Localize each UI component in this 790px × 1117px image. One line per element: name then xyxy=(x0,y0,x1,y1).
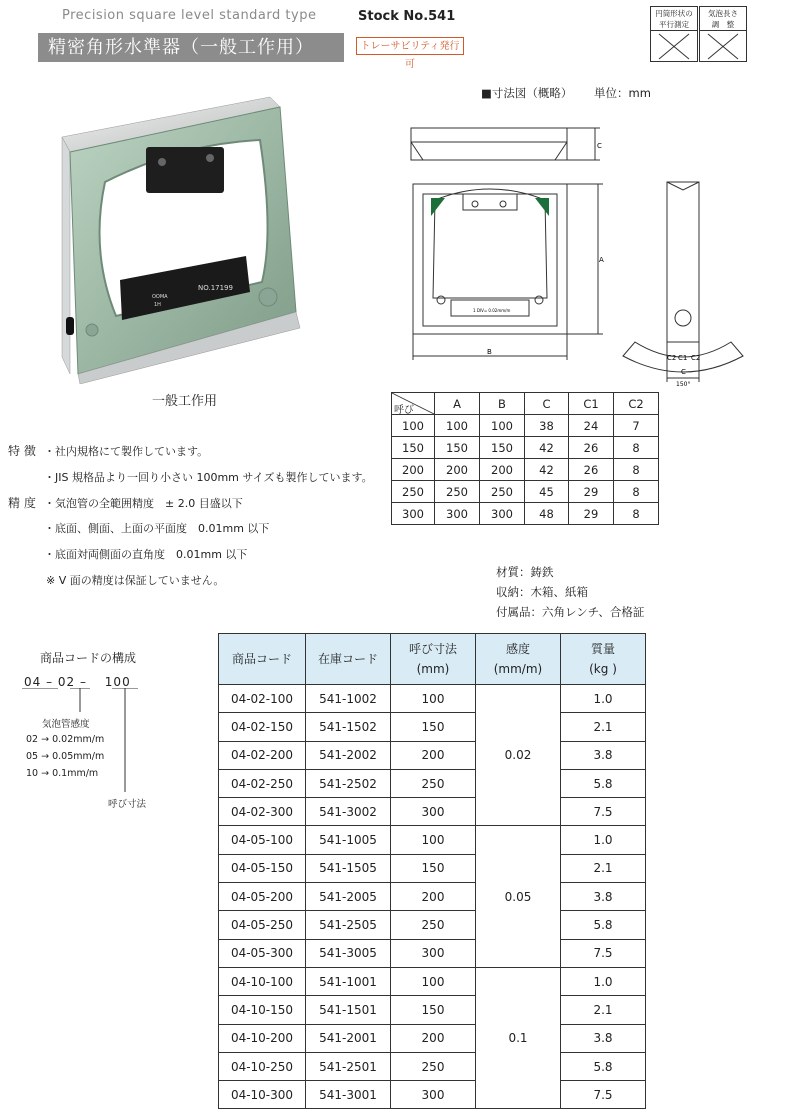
dim-value-cell: 300 xyxy=(480,503,525,525)
size-cell: 200 xyxy=(391,1024,476,1052)
size-cell: 100 xyxy=(391,967,476,995)
col-header-text: 在庫コード xyxy=(317,652,378,666)
dim-value-cell: 200 xyxy=(480,459,525,481)
vial-text: 1 DIV= 0.02mm/m xyxy=(473,308,511,313)
dim-size-cell: 150 xyxy=(392,437,435,459)
check-label-line1: 円筒形状の xyxy=(655,9,693,18)
dimension-table xyxy=(391,392,659,525)
dim-value-cell: 26 xyxy=(569,459,614,481)
dim-value-cell: 29 xyxy=(569,481,614,503)
table-row xyxy=(219,967,646,995)
table-row xyxy=(219,911,646,939)
size-cell: 300 xyxy=(391,1081,476,1109)
dim-value-cell: 38 xyxy=(525,415,569,437)
stock-code-cell: 541-1502 xyxy=(306,713,391,741)
size-cell: 300 xyxy=(391,798,476,826)
dim-value-cell: 26 xyxy=(569,437,614,459)
storage: 収納：木箱、紙箱 xyxy=(496,585,588,599)
dim-header: B xyxy=(480,393,525,415)
dimension-drawing xyxy=(405,120,750,388)
col-header-text: (kg ) xyxy=(589,662,617,676)
check-label-line1: 気泡長さ xyxy=(708,9,738,18)
check-label-line2: 平行測定 xyxy=(659,20,689,29)
dim-value-cell: 24 xyxy=(569,415,614,437)
cross-mark-icon xyxy=(700,31,746,61)
stock-code-cell: 541-3001 xyxy=(306,1081,391,1109)
material: 材質：鋳鉄 xyxy=(496,565,554,579)
code-example: 04 – 02 – 100 xyxy=(24,675,131,689)
size-cell: 200 xyxy=(391,741,476,769)
sensitivity-label: 気泡管感度 xyxy=(42,719,90,730)
size-cell: 200 xyxy=(391,883,476,911)
col-header-stock xyxy=(306,634,391,685)
accuracy-line: ・底面、側面、上面の平面度 0.01mm 以下 xyxy=(44,522,270,535)
dim-table-row xyxy=(392,415,659,437)
dim-size-cell: 200 xyxy=(392,459,435,481)
size-cell: 150 xyxy=(391,713,476,741)
note: ※ V 面の精度は保証していません。 xyxy=(46,574,225,587)
col-header-text: 感度 xyxy=(505,642,530,656)
mass-cell: 3.8 xyxy=(561,741,646,769)
dim-label-a: A xyxy=(599,256,604,264)
dim-table-row xyxy=(392,437,659,459)
mass-cell: 5.8 xyxy=(561,769,646,797)
page-title: 精密角形水準器（一般工作用） xyxy=(38,33,344,62)
dim-value-cell: 45 xyxy=(525,481,569,503)
dim-label-c2-right: C2 xyxy=(691,354,701,362)
dim-value-cell: 42 xyxy=(525,437,569,459)
table-row xyxy=(219,996,646,1024)
dim-header: C1 xyxy=(569,393,614,415)
feature-line: ・社内規格にて製作しています。 xyxy=(44,445,209,458)
mass-cell: 5.8 xyxy=(561,911,646,939)
subtitle: Precision square level standard type xyxy=(62,8,317,23)
stock-code-cell: 541-3002 xyxy=(306,798,391,826)
table-row xyxy=(219,1052,646,1080)
sensitivity-cell: 0.1 xyxy=(476,967,561,1108)
sensitivity-item: 02 → 0.02mm/m xyxy=(26,734,105,745)
table-row xyxy=(219,798,646,826)
dim-label-c: C xyxy=(597,142,602,150)
table-row xyxy=(219,939,646,967)
drawing-unit: 単位：mm xyxy=(594,86,651,100)
table-row xyxy=(219,769,646,797)
drawing-title: ■寸法図（概略） xyxy=(481,86,573,100)
accuracy-line: ・気泡管の全範囲精度 ± 2.0 目盛以下 xyxy=(44,497,243,510)
stock-number: Stock No.541 xyxy=(358,9,456,24)
accuracy-heading: 精 度 xyxy=(8,496,36,510)
col-header-text: 商品コード xyxy=(231,652,292,666)
dim-value-cell: 42 xyxy=(525,459,569,481)
stock-code-cell: 541-2501 xyxy=(306,1052,391,1080)
sensitivity-cell: 0.05 xyxy=(476,826,561,967)
size-cell: 150 xyxy=(391,996,476,1024)
check-label-line2: 調 整 xyxy=(711,20,735,29)
mass-cell: 2.1 xyxy=(561,713,646,741)
dim-label-c-bottom: C xyxy=(681,368,686,376)
stock-code-cell: 541-2505 xyxy=(306,911,391,939)
dim-size-cell: 300 xyxy=(392,503,435,525)
traceability-badge: トレーサビリティ発行可 xyxy=(356,37,464,55)
table-row xyxy=(219,826,646,854)
product-code-cell: 04-02-300 xyxy=(219,798,306,826)
mass-cell: 5.8 xyxy=(561,1052,646,1080)
mass-cell: 7.5 xyxy=(561,1081,646,1109)
table-row xyxy=(219,685,646,713)
mass-cell: 3.8 xyxy=(561,883,646,911)
dim-value-cell: 300 xyxy=(435,503,480,525)
col-header-size xyxy=(391,634,476,685)
product-code-cell: 04-02-150 xyxy=(219,713,306,741)
col-header-code xyxy=(219,634,306,685)
size-cell: 250 xyxy=(391,769,476,797)
dim-header: C xyxy=(525,393,569,415)
product-code-cell: 04-10-100 xyxy=(219,967,306,995)
dim-value-cell: 200 xyxy=(435,459,480,481)
col-header-text: 質量 xyxy=(590,642,615,656)
stock-code-cell: 541-2005 xyxy=(306,883,391,911)
feature-heading: 特 徴 xyxy=(8,444,36,458)
col-header-mass xyxy=(561,634,646,685)
table-row xyxy=(219,1024,646,1052)
product-code-cell: 04-02-100 xyxy=(219,685,306,713)
col-header-text: (mm) xyxy=(416,662,450,676)
size-cell: 300 xyxy=(391,939,476,967)
sensitivity-item: 10 → 0.1mm/m xyxy=(26,768,99,779)
mass-cell: 7.5 xyxy=(561,798,646,826)
col-header-sensitivity xyxy=(476,634,561,685)
product-code-cell: 04-05-300 xyxy=(219,939,306,967)
size-cell: 250 xyxy=(391,1052,476,1080)
engrave-brand: OOMA xyxy=(152,294,168,300)
stock-code-cell: 541-2502 xyxy=(306,769,391,797)
product-code-cell: 04-05-200 xyxy=(219,883,306,911)
engrave-serial: NO.17199 xyxy=(198,284,233,292)
mass-cell: 1.0 xyxy=(561,685,646,713)
table-row xyxy=(219,854,646,882)
dim-value-cell: 100 xyxy=(435,415,480,437)
stock-code-cell: 541-1005 xyxy=(306,826,391,854)
mass-cell: 2.1 xyxy=(561,854,646,882)
stock-code-cell: 541-2002 xyxy=(306,741,391,769)
size-cell: 100 xyxy=(391,826,476,854)
mass-cell: 1.0 xyxy=(561,967,646,995)
product-code-cell: 04-05-100 xyxy=(219,826,306,854)
product-code-cell: 04-02-250 xyxy=(219,769,306,797)
product-photo xyxy=(50,92,320,384)
col-header-text: (mm/m) xyxy=(493,662,543,676)
mass-cell: 2.1 xyxy=(561,996,646,1024)
table-row xyxy=(219,1081,646,1109)
product-table xyxy=(218,633,646,1109)
dim-value-cell: 150 xyxy=(435,437,480,459)
dim-table-row xyxy=(392,503,659,525)
product-code-cell: 04-10-300 xyxy=(219,1081,306,1109)
product-code-cell: 04-10-200 xyxy=(219,1024,306,1052)
feature-line: ・JIS 規格品より一回り小さい 100mm サイズも製作しています。 xyxy=(44,471,373,484)
stock-code-cell: 541-1001 xyxy=(306,967,391,995)
dim-table-corner xyxy=(392,393,435,415)
sensitivity-item: 05 → 0.05mm/m xyxy=(26,751,105,762)
sensitivity-cell: 0.02 xyxy=(476,685,561,826)
stock-code-cell: 541-1002 xyxy=(306,685,391,713)
dim-value-cell: 250 xyxy=(435,481,480,503)
stock-code-cell: 541-3005 xyxy=(306,939,391,967)
dim-value-cell: 8 xyxy=(614,437,659,459)
accessories: 付属品：六角レンチ、合格証 xyxy=(496,605,645,619)
product-code-cell: 04-10-250 xyxy=(219,1052,306,1080)
dim-label-c2-left: C2 xyxy=(667,354,677,362)
size-cell: 250 xyxy=(391,911,476,939)
dim-value-cell: 8 xyxy=(614,503,659,525)
product-code-cell: 04-10-150 xyxy=(219,996,306,1024)
dim-value-cell: 7 xyxy=(614,415,659,437)
size-cell: 100 xyxy=(391,685,476,713)
cross-mark-icon xyxy=(651,31,697,61)
dim-header: C2 xyxy=(614,393,659,415)
dim-value-cell: 150 xyxy=(480,437,525,459)
dim-value-cell: 250 xyxy=(480,481,525,503)
size-label: 呼び寸法 xyxy=(108,799,147,810)
engrave-grade: 1H xyxy=(154,302,161,308)
mass-cell: 7.5 xyxy=(561,939,646,967)
product-code-cell: 04-02-200 xyxy=(219,741,306,769)
check-box-parallel xyxy=(650,6,698,62)
dim-size-cell: 250 xyxy=(392,481,435,503)
dim-value-cell: 8 xyxy=(614,459,659,481)
dim-value-cell: 100 xyxy=(480,415,525,437)
table-row xyxy=(219,741,646,769)
product-code-cell: 04-05-150 xyxy=(219,854,306,882)
table-row xyxy=(219,883,646,911)
dim-table-row xyxy=(392,459,659,481)
product-code-cell: 04-05-250 xyxy=(219,911,306,939)
mass-cell: 3.8 xyxy=(561,1024,646,1052)
stock-code-cell: 541-2001 xyxy=(306,1024,391,1052)
dim-value-cell: 29 xyxy=(569,503,614,525)
table-row xyxy=(219,713,646,741)
angle-label: 150° xyxy=(676,381,691,388)
dim-header: A xyxy=(435,393,480,415)
code-structure-title: 商品コードの構成 xyxy=(40,651,137,665)
stock-code-cell: 541-1501 xyxy=(306,996,391,1024)
photo-caption: 一般工作用 xyxy=(152,394,218,409)
mass-cell: 1.0 xyxy=(561,826,646,854)
dim-label-c1: C1 xyxy=(678,354,688,362)
dim-value-cell: 48 xyxy=(525,503,569,525)
dim-size-cell: 100 xyxy=(392,415,435,437)
stock-code-cell: 541-1505 xyxy=(306,854,391,882)
dim-value-cell: 8 xyxy=(614,481,659,503)
check-box-bubble xyxy=(699,6,747,62)
dim-table-corner-label: 呼び xyxy=(394,405,414,416)
col-header-text: 呼び寸法 xyxy=(408,642,457,656)
size-cell: 150 xyxy=(391,854,476,882)
dim-table-row xyxy=(392,481,659,503)
dim-label-b: B xyxy=(487,348,492,356)
accuracy-line: ・底面対両側面の直角度 0.01mm 以下 xyxy=(44,548,248,561)
